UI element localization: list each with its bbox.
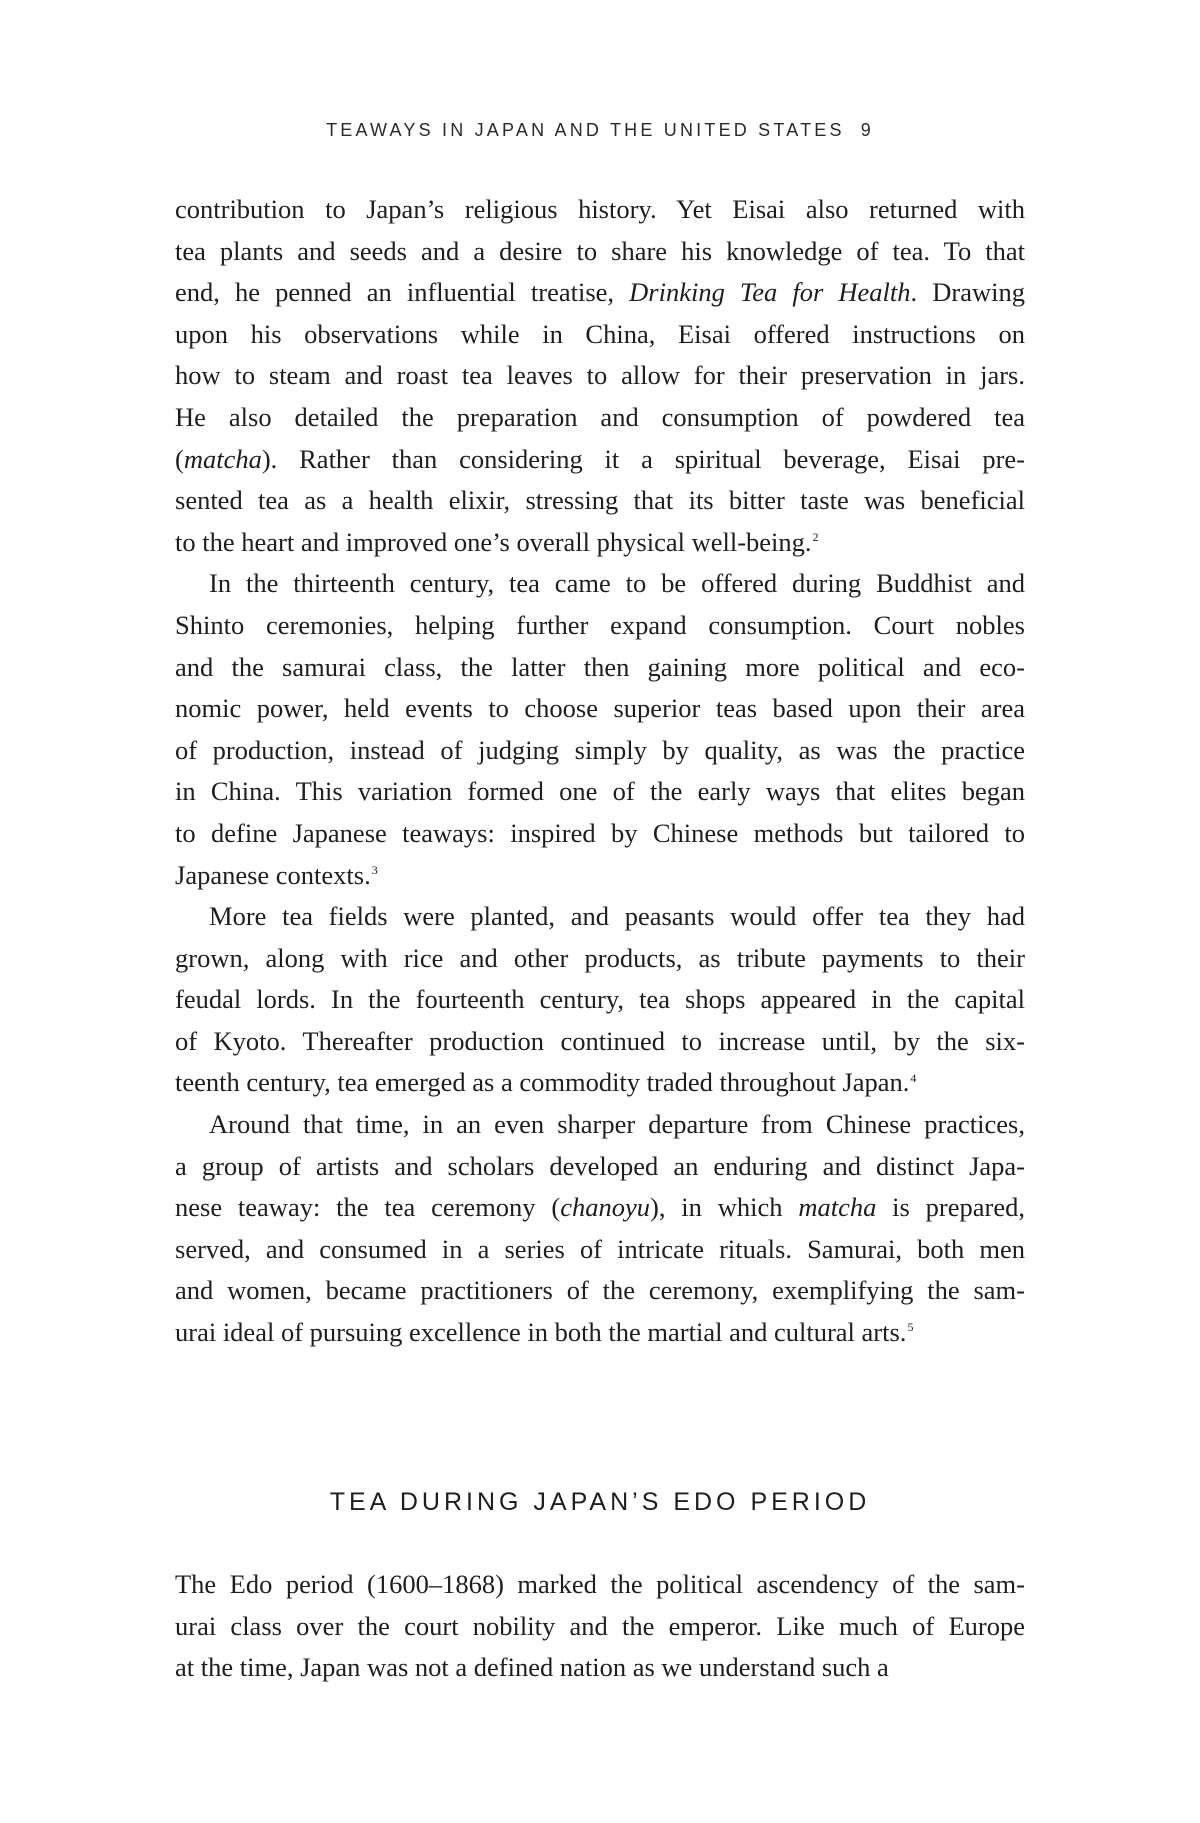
text-run: urai ideal of pursuing excellence in both the martial and cultural arts.: [175, 1317, 907, 1348]
text-line: [175, 272, 1025, 314]
text-run: . Drawing: [910, 277, 1025, 308]
text-line: [175, 563, 1025, 605]
text-run: nomic power, held events to choose superior teas based upon their area: [175, 693, 1025, 724]
text-run: and the samurai class, the latter then gaining more political and eco-: [175, 651, 1025, 682]
text-line: [175, 355, 1025, 397]
text-line: [175, 647, 1025, 689]
text-run: The Edo period (1600–1868) marked the political ascendency of the sam-: [175, 1569, 1025, 1599]
paragraph: [175, 1104, 1025, 1354]
text-line: [175, 1187, 1025, 1229]
text-line: [175, 522, 1025, 564]
section-body-text: [175, 1564, 1025, 1689]
text-line: [175, 1146, 1025, 1188]
text-run: served, and consumed in a series of intricate rituals. Samurai, both men: [175, 1233, 1025, 1264]
paragraph: [175, 189, 1025, 563]
text-line: [175, 1104, 1025, 1146]
text-run: ). Rather than considering it a spiritual beverage, Eisai pre-: [261, 443, 1025, 474]
text-line: [175, 1606, 1025, 1648]
text-run: contribution to Japan’s religious history. Yet Eisai also returned with: [175, 194, 1025, 224]
text-run: sented tea as a health elixir, stressing that its bitter taste was beneficial: [175, 485, 1025, 516]
text-run: tea plants and seeds and a desire to share his knowledge of tea. To that: [175, 235, 1025, 266]
text-line: [175, 896, 1025, 938]
text-run: of Kyoto. Thereafter production continued to increase until, by the six-: [175, 1025, 1025, 1056]
text-line: [175, 397, 1025, 439]
text-run: in China. This variation formed one of the early ways that elites began: [175, 776, 1025, 807]
text-line: [175, 1229, 1025, 1271]
text-line: [175, 231, 1025, 273]
text-run: ), in which: [650, 1192, 799, 1223]
paragraph: [175, 563, 1025, 896]
italic-term: matcha: [798, 1192, 877, 1223]
text-line: [175, 979, 1025, 1021]
text-run: Shinto ceremonies, helping further expand consumption. Court nobles: [175, 609, 1025, 640]
text-run: teenth century, tea emerged as a commodity traded throughout Japan.: [175, 1067, 910, 1098]
text-run: grown, along with rice and other products, as tribute payments to their: [175, 942, 1025, 973]
italic-term: matcha: [183, 443, 262, 474]
body-text: [175, 189, 1025, 1354]
text-run: (: [175, 443, 184, 474]
text-run: at the time, Japan was not a defined nation as we understand such a: [175, 1652, 889, 1683]
text-run: More tea fields were planted, and peasants would offer tea they had: [209, 901, 1025, 932]
text-line: [175, 480, 1025, 522]
footnote-ref: 3: [371, 862, 378, 877]
text-run: upon his observations while in China, Eisai offered instructions on: [175, 318, 1025, 349]
footnote-ref: 4: [910, 1070, 917, 1085]
text-run: In the thirteenth century, tea came to be offered during Buddhist and: [209, 568, 1025, 599]
text-run: urai class over the court nobility and the emperor. Like much of Europe: [175, 1610, 1025, 1641]
text-run: is prepared,: [876, 1192, 1025, 1223]
text-run: end, he penned an influential treatise,: [175, 277, 630, 308]
text-run: Around that time, in an even sharper departure from Chinese practices,: [209, 1109, 1025, 1140]
text-run: to the heart and improved one’s overall physical well-being.: [175, 526, 812, 557]
running-head: [0, 120, 1200, 141]
text-line: [175, 1270, 1025, 1312]
text-run: to define Japanese teaways: inspired by Chinese methods but tailored to: [175, 817, 1025, 848]
text-run: feudal lords. In the fourteenth century, tea shops appeared in the capital: [175, 984, 1025, 1015]
paragraph: [175, 896, 1025, 1104]
text-run: a group of artists and scholars developed an enduring and distinct Japa-: [175, 1150, 1025, 1181]
footnote-ref: 5: [907, 1320, 914, 1335]
text-line: [175, 1564, 1025, 1606]
text-line: [175, 314, 1025, 356]
footnote-ref: 2: [812, 529, 819, 544]
text-line: [175, 938, 1025, 980]
text-run: He also detailed the preparation and consumption of powdered tea: [175, 401, 1025, 432]
text-line: [175, 855, 1025, 897]
running-head-title: TEAWAYS IN JAPAN AND THE UNITED STATES: [326, 120, 845, 140]
text-line: [175, 771, 1025, 813]
text-line: [175, 189, 1025, 231]
text-line: [175, 1647, 1025, 1689]
text-line: [175, 813, 1025, 855]
text-line: [175, 1312, 1025, 1354]
text-line: [175, 688, 1025, 730]
text-line: [175, 1021, 1025, 1063]
italic-term: chanoyu: [560, 1192, 650, 1223]
text-line: [175, 730, 1025, 772]
text-run: of production, instead of judging simply by quality, as was the practice: [175, 734, 1025, 765]
text-line: [175, 1062, 1025, 1104]
italic-term: Drinking Tea for Health: [629, 277, 911, 308]
text-run: how to steam and roast tea leaves to allow for their preservation in jars.: [175, 360, 1025, 391]
text-run: Japanese contexts.: [175, 859, 371, 890]
text-line: [175, 605, 1025, 647]
text-run: and women, became practitioners of the ceremony, exemplifying the sam-: [175, 1275, 1025, 1306]
text-run: nese teaway: the tea ceremony (: [175, 1192, 561, 1223]
text-line: [175, 439, 1025, 481]
page-number: 9: [860, 120, 874, 140]
section-heading: TEA DURING JAPAN’S EDO PERIOD: [329, 1488, 871, 1516]
paragraph: [175, 1564, 1025, 1689]
